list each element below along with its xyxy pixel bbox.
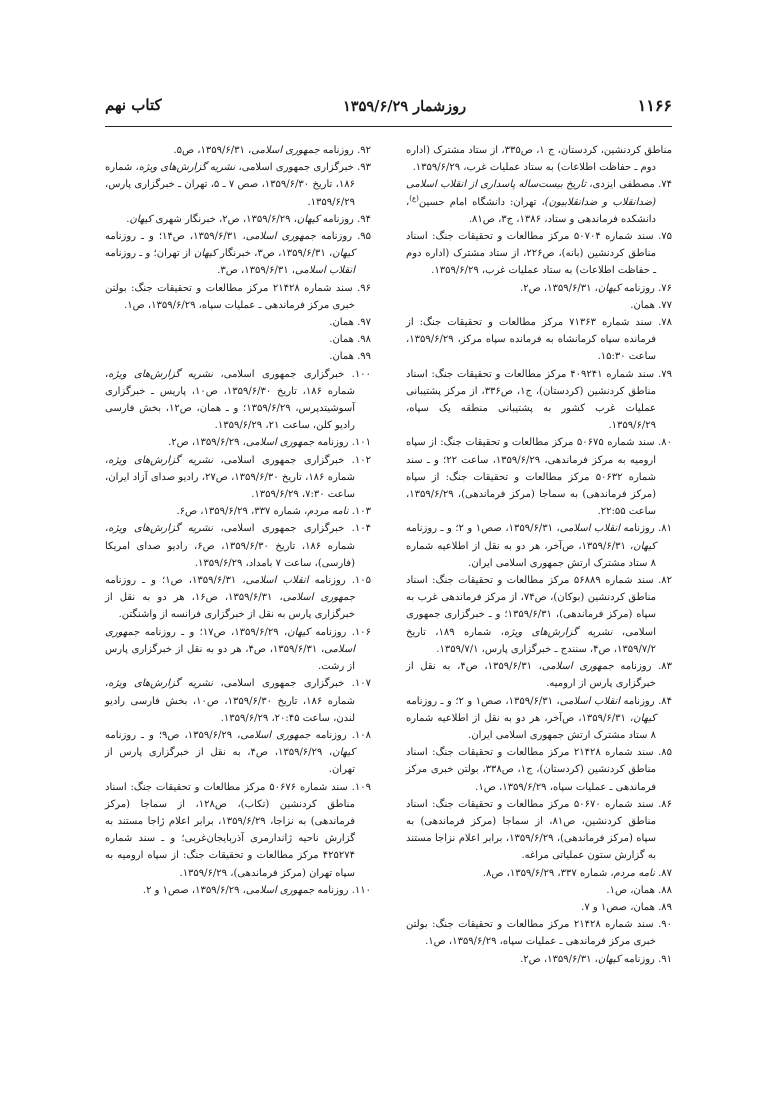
footnote-text: ، ۱۳۵۹/۶/۳۱، ص۵. <box>173 145 252 156</box>
footnote-text: ۸۰. سند شماره ۵۰۶۷۵ مرکز مطالعات و تحقیقات جنگ: از سپاه ارومیه به مرکز فرماندهی، ۱۳۵۹/۶/۲۹، ساعت ۲۲؛ و ـ سند شماره ۵۰۶۳۲ مرکز مطالعات و تحقیقات جنگ: از سپاه (مرکز فرماندهی) به سماجا (مرکز فرماندهی)، ۱۳۵۹/۶/۲۹، ساعت ۲۲:۵۵. <box>406 437 672 518</box>
footnote-text: ۱۰۱. روزنامه <box>314 437 371 449</box>
footnote-text: ۹۸. همان. <box>329 334 371 346</box>
publication-title: انقلاب اسلامی <box>559 695 621 707</box>
footnote-entry <box>406 796 672 865</box>
publication-title: کیهان <box>633 540 656 552</box>
footnote-text: ، ۱۳۵۹/۶/۳۱، ص‌آخر، هر دو به نقل از اطلاعیه شماره ۸ ستاد مشترک ارتش جمهوری اسلامی ایران. <box>406 712 656 741</box>
footnote-text: ، دانشکده فرماندهی و ستاد، ۱۳۸۶، ج۳، ص۸۱. <box>406 196 656 225</box>
publication-title: کیهان <box>129 213 153 225</box>
publication-title: کیهان <box>193 248 217 260</box>
footnote-text: ، ۱۳۵۹/۶/۳۱، ص۲. <box>520 282 598 294</box>
footnote-entry <box>406 658 672 692</box>
footnote-text: ۹۳. خبرگزاری جمهوری اسلامی، <box>235 162 371 174</box>
footnote-entry <box>105 572 371 624</box>
footnote-entry <box>406 744 672 796</box>
footnote-entry <box>105 348 371 365</box>
footnote-entry <box>105 366 371 435</box>
footnote-text: ۱۰۶. روزنامه <box>309 626 372 638</box>
footnote-entry <box>406 520 672 572</box>
footnote-text: ۷۵. سند شماره ۵۰۷۰۴ مرکز مطالعات و تحقیقات جنگ: اسناد مناطق کردنشین (بانه)، ص۲۲۶، از ستاد مشترک (اداره دوم ـ حفاظت اطلاعات) به ستاد عملیات غرب، ۱۳۵۹/۶/۲۹. <box>406 231 672 277</box>
footnote-entry <box>105 520 371 572</box>
publication-title: نشریه گزارش‌های ویژه <box>108 678 214 690</box>
footnote-text: ۸۹. همان، صص۱ و ۷. <box>581 901 672 913</box>
footnote-entry <box>406 366 672 435</box>
footnote-text: ۹۵. روزنامه <box>315 231 371 243</box>
footnote-entry <box>406 142 672 176</box>
publication-title: جمهوری اسلامی <box>105 626 356 655</box>
footnote-text: ، ۱۳۵۹/۶/۲۹، ص۲. <box>168 437 246 449</box>
footnote-entry <box>406 693 672 745</box>
footnote-text: ۹۱. روزنامه <box>620 953 672 965</box>
footnote-text: ۸۸. همان، ص۱. <box>606 884 672 896</box>
footnote-text: ، ۱۳۵۹/۶/۳۱، ص۳، خبرنگار <box>216 248 333 260</box>
footnote-text: ، ۱۳۵۹/۶/۳۱، ص۱؛ و ـ روزنامه <box>105 575 246 587</box>
footnote-entry <box>105 331 371 348</box>
footnote-entry <box>105 159 371 211</box>
footnote-entry <box>105 624 371 676</box>
footnote-text: ۹۷. همان. <box>329 317 371 329</box>
publication-title: نشریه گزارش‌های ویژه <box>108 368 214 380</box>
publication-title: تاریخ بیست‌ساله پاسداری از انقلاب اسلامی (ضدانقلاب و ضدانقلابیون) <box>406 179 656 208</box>
footnote-entry <box>105 452 371 504</box>
footnote-entry <box>105 675 371 727</box>
footnote-text: ، ۱۳۵۹/۶/۳۱، ص‌آخر، هر دو به نقل از اطلاعیه شماره ۸ ستاد مشترک ارتش جمهوری اسلامی ایران. <box>406 540 656 569</box>
footnote-text: از تهران؛ و ـ روزنامه <box>105 248 194 260</box>
publication-title: کیهان <box>597 953 621 965</box>
header-rule <box>105 126 672 127</box>
footnote-text: ، شماره ۱۸۶، تاریخ ۱۳۵۹/۶/۳۰، صص ۷ ـ ۵، تهران ـ خبرگزاری پارس، ۱۳۵۹/۶/۲۹. <box>105 162 355 208</box>
publication-title: جمهوری اسلامی <box>541 661 614 673</box>
footnote-text: ۹۰. سند شماره ۲۱۴۲۸ مرکز مطالعات و تحقیقات جنگ: بولتن خبری مرکز فرماندهی ـ عملیات سپاه، ۱۳۵۹/۶/۲۹، ص۱. <box>406 919 672 948</box>
footnote-text: ، ۱۳۵۹/۶/۲۹، ص۹؛ و ـ روزنامه <box>105 729 241 741</box>
footnote-text: ۹۹. همان. <box>329 351 371 363</box>
footnote-text: . <box>126 213 130 225</box>
footnote-text: ، ۱۳۵۹/۶/۲۹، صص۱ و ۲. <box>142 884 246 896</box>
footnote-entry <box>406 297 672 314</box>
footnote-entry <box>406 882 672 899</box>
footnote-entry <box>105 142 371 159</box>
footnote-entry <box>406 228 672 280</box>
footnotes-column-left <box>105 142 371 899</box>
publication-title: جمهوری اسلامی <box>245 884 315 896</box>
footnote-text: مناطق کردنشین، کردستان، ج ۱، ص۳۳۵، از ستاد مشترک (اداره دوم ـ حفاظت اطلاعات) به ستاد عملیات غرب، ۱۳۵۹/۶/۲۹. <box>406 145 672 174</box>
footnote-text: ۸۷. <box>654 867 672 879</box>
footnote-entry <box>406 865 672 882</box>
publication-title: نشریه گزارش‌های ویژه <box>108 454 214 466</box>
footnote-entry <box>105 314 371 331</box>
footnote-entry <box>105 779 371 882</box>
footnote-entry <box>105 280 371 314</box>
publication-title: جمهوری اسلامی <box>245 437 315 449</box>
footnote-text: ۸۶. سند شماره ۵۰۶۷۰ مرکز مطالعات و تحقیقات جنگ: اسناد مناطق کردنشین، ص۸۱، از سماجا (مرکز فرماندهی) به سپاه (مرکز فرماندهی)، ۱۳۵۹/۶/۲۹، برابر اعلام نزاجا مستند به گزارش ستون عملیاتی مراغه. <box>406 798 672 862</box>
footnote-entry <box>105 727 371 779</box>
footnote-text: ، شماره ۱۸۶، تاریخ ۱۳۵۹/۶/۳۰، ص۱۰، بخش فارسی رادیو لندن، ساعت ۲۰:۴۵، ۱۳۵۹/۶/۲۹. <box>105 678 355 724</box>
footnote-entry <box>406 280 672 297</box>
footnote-text: ، ۱۳۵۹/۶/۳۱، ص۱۶، هر دو به نقل از خبرگزاری پارس به نقل از خبرگزاری فرانسه از واشنگتن. <box>105 592 355 621</box>
footnote-text: ، شماره ۳۳۷، ۱۳۵۹/۶/۲۹، ص۸. <box>482 867 614 879</box>
publication-title: نامه مردم <box>613 867 655 879</box>
footnote-text: ۹۲. روزنامه <box>319 145 371 156</box>
footnote-text: ، ۱۳۵۹/۶/۲۹، ص۴، به نقل از خبرگزاری پارس از تهران. <box>105 747 355 776</box>
footnote-text: ۹۶. سند شماره ۲۱۴۲۸ مرکز مطالعات و تحقیقات جنگ: بولتن خبری مرکز فرماندهی ـ عملیات سپاه، ۱۳۵۹/۶/۲۹، ص۱. <box>105 282 371 311</box>
publication-title: جمهوری اسلامی <box>240 729 311 741</box>
publication-title: نشریه گزارش‌های ویژه <box>108 523 214 535</box>
footnote-text: ۸۲. سند شماره ۵۶۸۸۹ مرکز مطالعات و تحقیقات جنگ: اسناد مناطق کردنشین (بوکان)، ص۷۴، از مرکز فرماندهی غرب به سپاه (مرکز فرماندهی)، ۱۳۵۹/۶/۳۱؛ و ـ خبرگزاری جمهوری اسلامی، <box>406 575 672 638</box>
publication-title: جمهوری اسلامی <box>251 145 320 156</box>
footnote-entry <box>406 899 672 916</box>
footnote-text: ۸۵. سند شماره ۲۱۴۲۸ مرکز مطالعات و تحقیقات جنگ: اسناد مناطق کردنشین (کردستان)، ج۱، ص۳۳۸، بولتن خبری مرکز فرماندهی ـ عملیات سپاه، ۱۳۵۹/۶/۲۹، ص۱. <box>406 747 672 793</box>
publication-title: کیهان <box>332 747 356 759</box>
footnote-text: ۱۱۰. روزنامه <box>314 884 371 896</box>
footnote-text: ۷۶. روزنامه <box>620 282 672 294</box>
footnote-text: ۷۸. سند شماره ۷۱۳۶۳ مرکز مطالعات و تحقیقات جنگ: از فرمانده سپاه کرمانشاه به فرمانده سپاه مرکز، ۱۳۵۹/۶/۲۹، ساعت ۱۵:۳۰. <box>406 317 673 363</box>
footnote-text: ۸۴. روزنامه <box>620 695 673 707</box>
publication-title: انقلاب اسلامی <box>559 523 621 535</box>
publication-title: نامه مردم <box>307 506 349 518</box>
footnote-text: ۷۴. مصطفی ایزدی، <box>586 179 672 191</box>
footnote-text: ، شماره ۱۸۶، تاریخ ۱۳۵۹/۶/۳۰، ص۲۷، رادیو صدای آزاد ایران، ساعت ۷:۳۰، ۱۳۵۹/۶/۲۹. <box>105 454 355 501</box>
footnote-text: ، ۱۳۵۹/۶/۳۱، ص۳. <box>217 265 295 277</box>
footnotes-column-right <box>406 142 672 968</box>
footnote-text: ۱۰۰. خبرگزاری جمهوری اسلامی، <box>213 368 371 380</box>
publication-title: کیهان <box>332 248 356 260</box>
book-title: کتاب نهم <box>105 96 162 114</box>
footnote-text: ۷۹. سند شماره ۴۰۹۲۴۱ مرکز مطالعات و تحقیقات جنگ: اسناد مناطق کردنشین (کردستان)، ج۱، ص۳۳۶، از مرکز پشتیبانی عملیات غرب کشور به پشتیبانی منطقه یک سپاه، ۱۳۵۹/۶/۲۹. <box>406 368 672 432</box>
footnote-entry <box>105 228 371 280</box>
footnote-text: ، شماره ۱۸۶، تاریخ ۱۳۵۹/۶/۳۰، ص۶، رادیو صدای امریکا (فارسی)، ساعت ۷ بامداد، ۱۳۵۹/۶/۲۹. <box>105 523 356 569</box>
footnote-entry <box>105 211 371 228</box>
footnote-entry <box>406 951 672 968</box>
footnote-text: (ع) <box>409 194 419 203</box>
footnote-text: ۱۰۵. روزنامه <box>308 575 372 587</box>
footnote-text: ۱۰۷. خبرگزاری جمهوری اسلامی، <box>213 678 371 690</box>
footnote-text: ، ۱۳۵۹/۶/۳۱، صص۱ و ۲؛ و ـ روزنامه <box>406 695 560 707</box>
publication-title: کیهان <box>287 626 310 638</box>
footnote-text: ، ۱۳۵۹/۶/۳۱، صص۱ و ۲؛ و ـ روزنامه <box>406 523 560 535</box>
page-number: ۱۱۶۶ <box>637 96 672 115</box>
publication-title: جمهوری اسلامی <box>245 231 316 243</box>
footnote-text: ، ۱۳۵۹/۶/۳۱، ص۴، هر دو به نقل از خبرگزاری پارس از رشت. <box>105 643 355 673</box>
footnote-entry <box>105 882 371 899</box>
footnote-entry <box>406 916 672 950</box>
footnote-text: ۱۰۹. سند شماره ۵۰۶۷۶ مرکز مطالعات و تحقیقات جنگ: اسناد مناطق کردنشین (تکاب)، ص۱۲۸، از سماجا (مرکز فرماندهی) به نزاجا، ۱۳۵۹/۶/۲۹، برابر اعلام ژاجا مستند به گزارش ناحیه ژاندارمری آذربایجان‌غربی؛ و ـ سند شماره ۴۲۵۲۷۴ مرکز مطالعات و تحقیقات جنگ: از سپاه ارومیه به سپاه تهران (مرکز فرماندهی)، ۱۳۵۹/۶/۲۹. <box>105 781 371 879</box>
publication-title: جمهوری اسلامی <box>282 592 355 604</box>
footnote-entry <box>105 434 371 451</box>
footnote-entry <box>406 176 672 228</box>
running-title: روزشمار ۱۳۵۹/۶/۲۹ <box>343 98 467 115</box>
publication-title: انقلاب اسلامی <box>295 265 355 277</box>
publication-title: نشریه گزارش‌های ویژه <box>503 626 613 638</box>
footnote-entry <box>406 314 672 366</box>
publication-title: انقلاب اسلامی <box>245 575 309 587</box>
footnote-entry <box>406 572 672 658</box>
footnote-text: ۱۰۲. خبرگزاری جمهوری اسلامی، <box>213 454 371 466</box>
publication-title: نشریه گزارش‌های ویژه <box>138 162 236 174</box>
footnote-text: ۸۱. روزنامه <box>620 523 673 535</box>
publication-title: کیهان <box>633 712 656 724</box>
footnote-text: ، ۱۳۵۹/۶/۳۱، ص۴، به نقل از خبرگزاری پارس از ارومیه. <box>406 661 656 690</box>
footnote-text: ۹۴. روزنامه <box>319 213 371 225</box>
footnote-text: ، ۱۳۵۹/۶/۲۹، ص۱۷؛ و ـ روزنامه <box>139 626 288 638</box>
page-header <box>105 94 672 122</box>
footnote-text: ، شماره ۱۸۹، تاریخ ۱۳۵۹/۷/۲، ص۴، سنندج ـ خبرگزاری پارس، ۱۳۵۹/۷/۱. <box>406 626 656 655</box>
footnote-text: ۱۰۴. خبرگزاری جمهوری اسلامی، <box>213 523 371 535</box>
footnote-text: ، ۱۳۵۹/۶/۳۱، ص۱۴؛ و ـ روزنامه <box>105 231 246 243</box>
footnote-text: ، شماره ۱۸۶، تاریخ ۱۳۵۹/۶/۳۰، ص۱۰، پاریس ـ خبرگزاری آسوشیتدپرس، ۱۳۵۹/۶/۲۹؛ و ـ همان، ص۱۲، بخش فارسی رادیو کلن، ساعت ۲۱، ۱۳۵۹/۶/۲۹. <box>105 368 355 432</box>
publication-title: کیهان <box>296 213 320 225</box>
footnote-text: ۱۰۸. روزنامه <box>310 729 371 741</box>
footnote-text: ، ۱۳۵۹/۶/۲۹، ص۲، خبرنگار شهری <box>152 213 297 225</box>
footnote-text: ، شماره ۳۳۷، ۱۳۵۹/۶/۲۹، ص۶. <box>176 506 308 518</box>
footnote-text: ۸۳. روزنامه <box>613 661 673 673</box>
publication-title: کیهان <box>597 282 621 294</box>
footnote-entry <box>406 434 672 520</box>
footnote-text: ۷۷. همان. <box>630 299 672 311</box>
footnote-text: ، تهران: دانشگاه امام حسین <box>418 196 545 208</box>
footnote-entry <box>105 503 371 520</box>
footnote-text: ۱۰۳. <box>348 506 371 518</box>
footnote-text: ، ۱۳۵۹/۶/۳۱، ص۲. <box>520 953 598 965</box>
